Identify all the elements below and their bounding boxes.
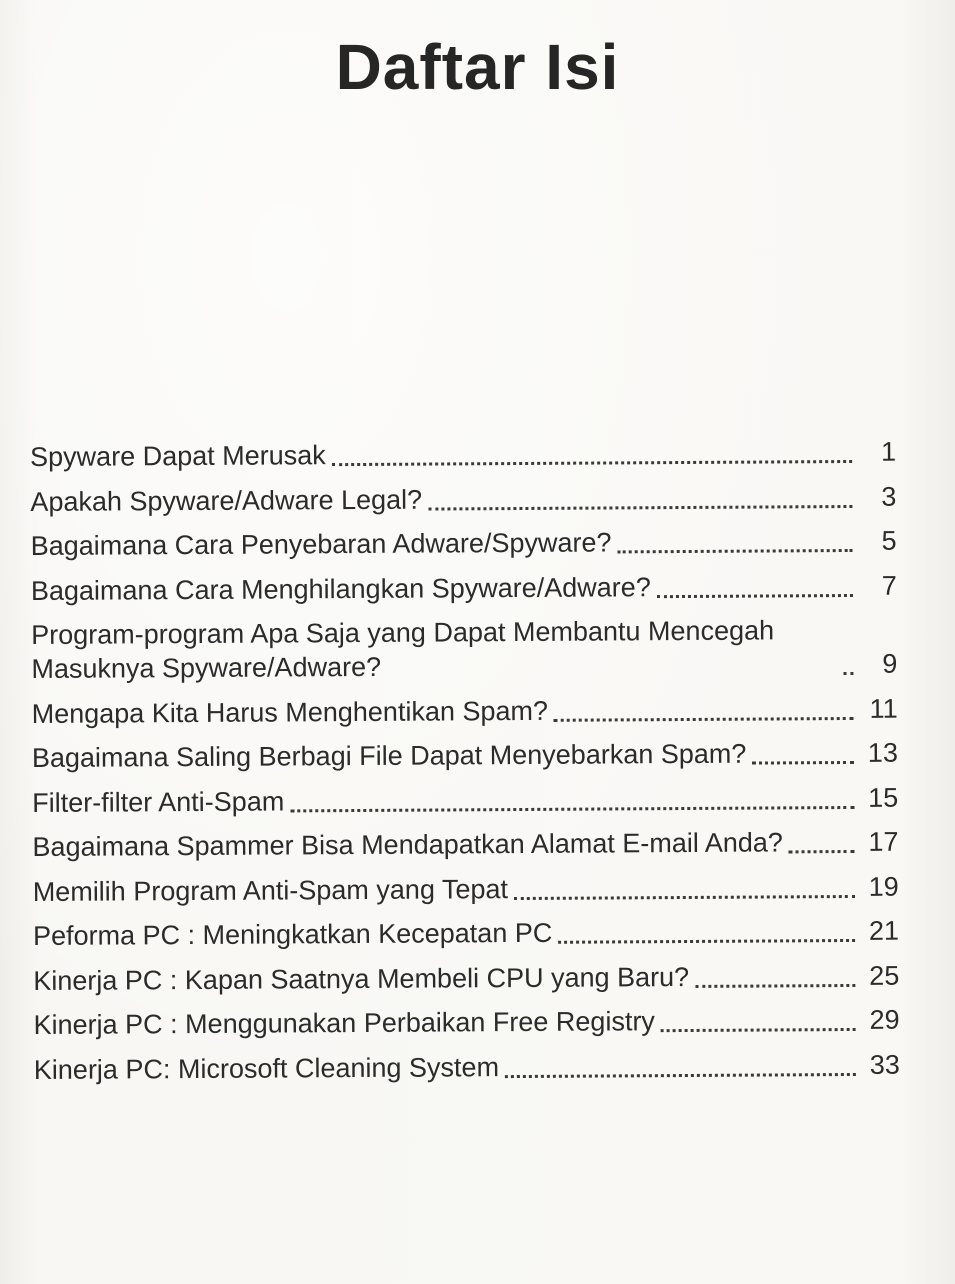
- toc-entry-title: Bagaimana Cara Menghilangkan Spyware/Adware?: [30, 571, 651, 606]
- toc-page-number: 19: [868, 871, 899, 902]
- toc-entry-title: Bagaimana Saling Berbagi File Dapat Menyebarkan Spam?: [31, 738, 747, 773]
- page-title: Daftar Isi: [335, 31, 620, 103]
- toc-entry[interactable]: [34, 1047, 900, 1086]
- toc-entry-title: Memilih Program Anti-Spam yang Tepat: [32, 873, 509, 907]
- toc-page-number: 21: [868, 915, 900, 946]
- dot-leader: [789, 836, 855, 853]
- toc-entry[interactable]: [32, 691, 898, 730]
- toc-entry[interactable]: [33, 869, 899, 908]
- toc-entry[interactable]: [30, 479, 896, 518]
- toc-page-number: 33: [869, 1049, 900, 1080]
- toc-page-number: 5: [881, 525, 897, 556]
- dot-leader: [843, 658, 853, 675]
- toc-page-number: 15: [868, 782, 899, 813]
- toc-entry-title: Peforma PC : Meningkatkan Kecepatan PC: [32, 917, 553, 951]
- dot-leader: [428, 490, 852, 510]
- toc-entry[interactable]: [33, 1003, 899, 1042]
- dot-leader: [617, 535, 852, 553]
- dot-leader: [332, 446, 852, 466]
- toc-entry-title: Kinerja PC : Kapan Saatnya Membeli CPU yang Baru?: [33, 961, 690, 996]
- toc-page-number: 17: [868, 826, 899, 857]
- toc-entry[interactable]: [31, 613, 897, 686]
- toc-entry[interactable]: [32, 825, 898, 864]
- dot-leader: [554, 702, 854, 721]
- toc-page-number: 25: [869, 960, 900, 991]
- dot-leader: [657, 579, 853, 597]
- dot-leader: [514, 880, 855, 899]
- toc-entry-title: Apakah Spyware/Adware Legal?: [30, 484, 423, 517]
- table-of-contents: [30, 435, 900, 1097]
- dot-leader: [558, 925, 855, 944]
- toc-entry-title: Spyware Dapat Merusak: [30, 440, 326, 472]
- toc-entry[interactable]: [32, 736, 898, 775]
- toc-entry-title: Mengapa Kita Harus Menghentikan Spam?: [31, 695, 549, 729]
- toc-entry-title: Kinerja PC: Microsoft Cleaning System: [33, 1051, 500, 1085]
- toc-entry[interactable]: [31, 524, 897, 563]
- toc-page-number: 9: [882, 648, 898, 679]
- toc-entry[interactable]: [33, 958, 899, 997]
- toc-entry[interactable]: [31, 568, 897, 607]
- toc-page-number: 1: [880, 436, 897, 467]
- toc-page-number: 7: [881, 570, 897, 601]
- toc-entry-title: Kinerja PC : Menggunakan Perbaikan Free Registry: [33, 1006, 655, 1040]
- dot-leader: [505, 1058, 856, 1077]
- dot-leader: [695, 969, 855, 987]
- toc-page-number: 29: [869, 1004, 900, 1035]
- dot-leader: [752, 747, 854, 765]
- dot-leader: [290, 791, 854, 811]
- toc-entry[interactable]: [32, 780, 898, 819]
- toc-page-number: 3: [881, 481, 897, 512]
- toc-entry-title: Filter-filter Anti-Spam: [32, 785, 285, 818]
- toc-entry[interactable]: [30, 435, 896, 474]
- dot-leader: [661, 1014, 856, 1032]
- toc-page-number: 13: [867, 737, 899, 768]
- toc-page-number: 11: [869, 693, 898, 724]
- toc-entry-title: Program-program Apa Saja yang Dapat Membantu Mencegah Masuknya Spyware/Adware?: [31, 615, 775, 684]
- toc-entry-title: Bagaimana Spammer Bisa Mendapatkan Alamat E-mail Anda?: [32, 827, 783, 862]
- toc-entry-title: Bagaimana Cara Penyebaran Adware/Spyware?: [30, 527, 612, 561]
- toc-entry[interactable]: [33, 914, 899, 953]
